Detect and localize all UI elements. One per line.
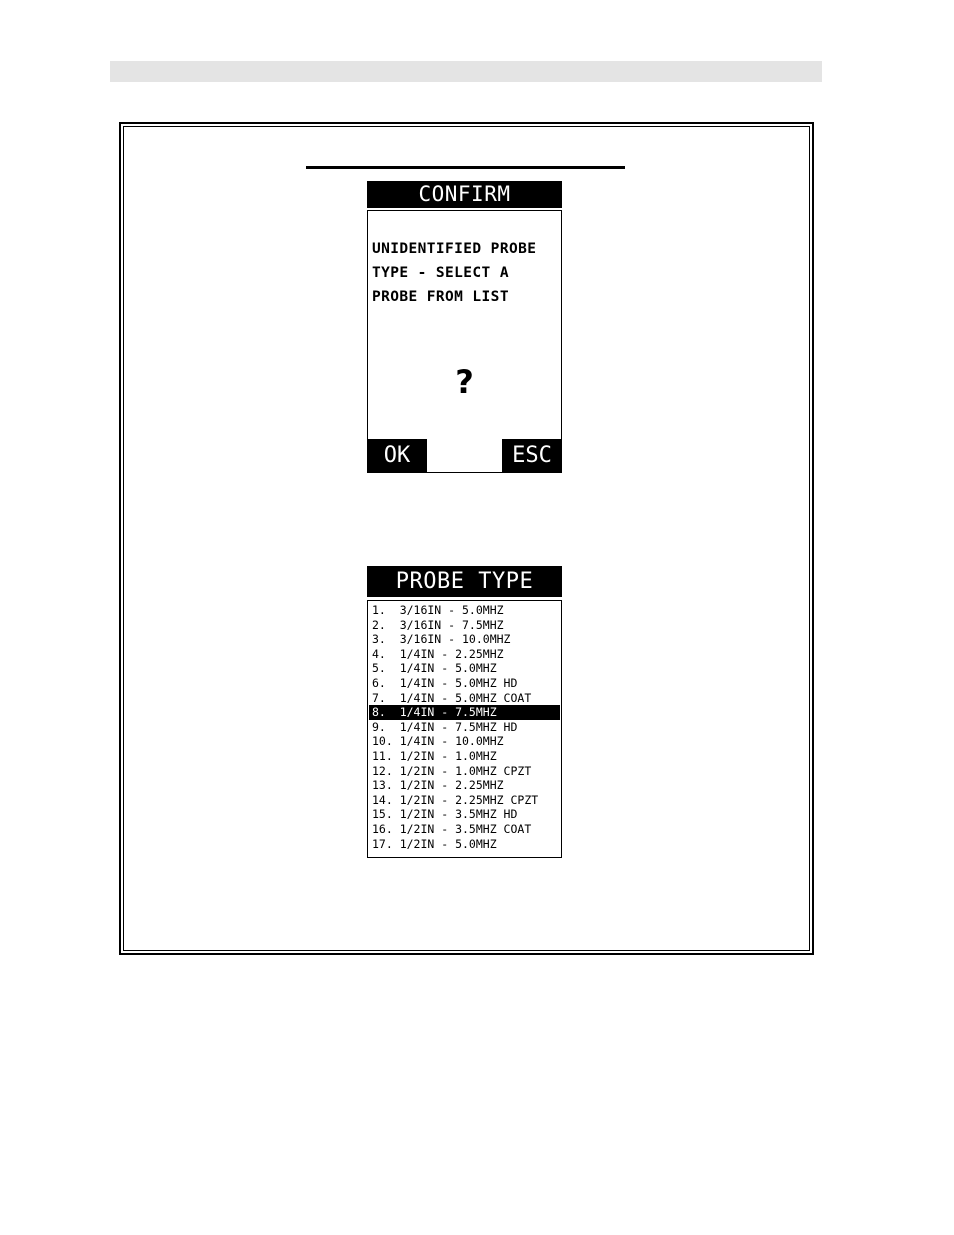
probe-item[interactable]: 17. 1/2IN - 5.0MHZ (372, 836, 497, 851)
confirm-title: CONFIRM (367, 181, 562, 208)
confirm-message-line-2: TYPE - SELECT A (372, 265, 509, 281)
probe-item[interactable]: 14. 1/2IN - 2.25MHZ CPZT (372, 792, 539, 807)
probe-item[interactable]: 9. 1/4IN - 7.5MHZ HD (372, 719, 518, 734)
probe-item[interactable]: 11. 1/2IN - 1.0MHZ (372, 748, 497, 763)
confirm-message-line-1: UNIDENTIFIED PROBE (372, 241, 537, 257)
probe-item[interactable]: 7. 1/4IN - 5.0MHZ COAT (372, 690, 532, 705)
esc-button[interactable]: ESC (502, 439, 562, 473)
probe-item[interactable]: 15. 1/2IN - 3.5MHZ HD (372, 807, 518, 822)
probe-item[interactable]: 3. 3/16IN - 10.0MHZ (372, 632, 511, 647)
probe-item[interactable]: 5. 1/4IN - 5.0MHZ (372, 661, 497, 676)
heading-rule (306, 166, 625, 169)
question-mark-icon: ? (455, 363, 474, 401)
probe-item[interactable]: 13. 1/2IN - 2.25MHZ (372, 778, 504, 793)
probe-item[interactable]: 2. 3/16IN - 7.5MHZ (372, 617, 504, 632)
confirm-message-line-3: PROBE FROM LIST (372, 289, 509, 305)
probe-item[interactable]: 10. 1/4IN - 10.0MHZ (372, 734, 504, 749)
probe-type-title: PROBE TYPE (367, 566, 562, 597)
probe-type-list[interactable] (367, 600, 562, 858)
probe-item[interactable]: 12. 1/2IN - 1.0MHZ CPZT (372, 763, 532, 778)
ok-button[interactable]: OK (367, 439, 427, 473)
probe-item-selected[interactable]: 8. 1/4IN - 7.5MHZ (369, 705, 560, 720)
page-header-bar (110, 61, 822, 82)
probe-item[interactable]: 6. 1/4IN - 5.0MHZ HD (372, 675, 518, 690)
confirm-screen (367, 210, 562, 473)
probe-item[interactable]: 16. 1/2IN - 3.5MHZ COAT (372, 821, 532, 836)
probe-item[interactable]: 1. 3/16IN - 5.0MHZ (372, 603, 504, 617)
probe-item[interactable]: 4. 1/4IN - 2.25MHZ (372, 646, 504, 661)
